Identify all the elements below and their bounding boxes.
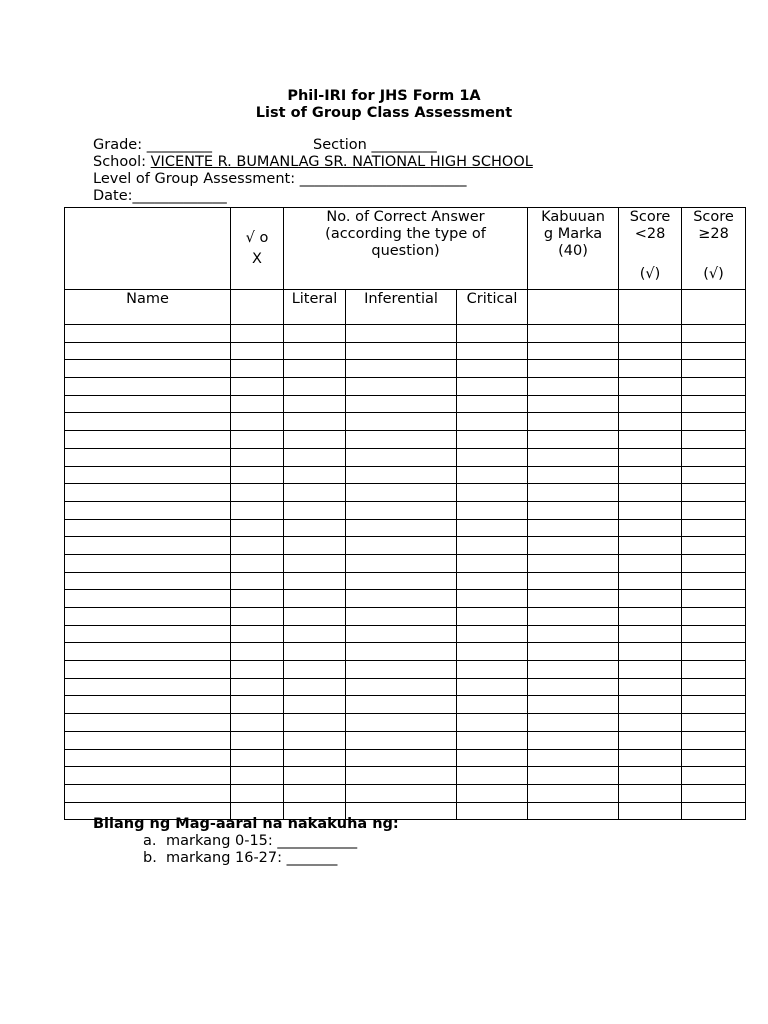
name-cell[interactable] <box>65 431 231 449</box>
inferential-cell[interactable] <box>346 784 457 802</box>
literal-cell[interactable] <box>284 590 346 608</box>
inferential-cell[interactable] <box>346 678 457 696</box>
critical-cell[interactable] <box>457 590 528 608</box>
literal-cell[interactable] <box>284 608 346 626</box>
critical-cell[interactable] <box>457 342 528 360</box>
total-cell[interactable] <box>528 342 619 360</box>
footer-item-text[interactable]: markang 0-15: ___________ <box>166 833 358 849</box>
literal-cell[interactable] <box>284 731 346 749</box>
literal-cell[interactable] <box>284 342 346 360</box>
score-above-cell[interactable] <box>682 696 746 714</box>
inferential-cell[interactable] <box>346 325 457 343</box>
critical-cell[interactable] <box>457 537 528 555</box>
score-above-cell[interactable] <box>682 484 746 502</box>
table-row <box>65 360 746 378</box>
literal-cell[interactable] <box>284 625 346 643</box>
score-below-cell[interactable] <box>619 413 682 431</box>
inferential-cell[interactable] <box>346 643 457 661</box>
literal-cell[interactable] <box>284 360 346 378</box>
inferential-cell[interactable] <box>346 749 457 767</box>
name-cell[interactable] <box>65 749 231 767</box>
score-above-cell[interactable] <box>682 678 746 696</box>
score-above-cell[interactable] <box>682 784 746 802</box>
literal-cell[interactable] <box>284 448 346 466</box>
critical-cell[interactable] <box>457 714 528 732</box>
table-header-row-1 <box>65 208 746 290</box>
inferential-cell[interactable] <box>346 590 457 608</box>
name-cell[interactable] <box>65 767 231 785</box>
critical-cell[interactable] <box>457 678 528 696</box>
mark-cell[interactable] <box>231 590 284 608</box>
score-below-cell[interactable] <box>619 784 682 802</box>
name-cell[interactable] <box>65 360 231 378</box>
table-row <box>65 714 746 732</box>
total-cell[interactable] <box>528 802 619 820</box>
critical-cell[interactable] <box>457 572 528 590</box>
critical-cell[interactable] <box>457 325 528 343</box>
footer-item-letter: b. <box>143 850 157 866</box>
assessment-table <box>64 207 746 820</box>
score-above-cell[interactable] <box>682 608 746 626</box>
total-cell[interactable] <box>528 749 619 767</box>
table-row <box>65 378 746 396</box>
score-below-cell[interactable] <box>619 395 682 413</box>
mark-cell[interactable] <box>231 360 284 378</box>
critical-cell[interactable] <box>457 731 528 749</box>
total-score-header: Kabuuang Marka (40) <box>528 208 619 290</box>
score-below-cell[interactable] <box>619 554 682 572</box>
score-above-cell[interactable] <box>682 537 746 555</box>
total-cell[interactable] <box>528 572 619 590</box>
critical-cell[interactable] <box>457 625 528 643</box>
inferential-cell[interactable] <box>346 466 457 484</box>
critical-cell[interactable] <box>457 395 528 413</box>
school-value: VICENTE R. BUMANLAG SR. NATIONAL HIGH SCHOOL <box>150 154 533 170</box>
score-below-28-header: Score <28 (√) <box>619 208 682 290</box>
score-above-cell[interactable] <box>682 325 746 343</box>
name-cell[interactable] <box>65 661 231 679</box>
literal-cell[interactable] <box>284 749 346 767</box>
table-row <box>65 537 746 555</box>
inferential-cell[interactable] <box>346 661 457 679</box>
mark-cell[interactable] <box>231 466 284 484</box>
critical-cell[interactable] <box>457 466 528 484</box>
grade-field[interactable]: Grade: _________ <box>93 137 212 153</box>
score-above-cell[interactable] <box>682 661 746 679</box>
literal-cell[interactable] <box>284 661 346 679</box>
name-cell[interactable] <box>65 484 231 502</box>
literal-cell[interactable] <box>284 431 346 449</box>
assessment-level-field[interactable]: Level of Group Assessment: _______________________ <box>93 171 467 187</box>
total-cell[interactable] <box>528 448 619 466</box>
table-row <box>65 590 746 608</box>
footer-title: Bilang ng Mag-aaral na nakakuha ng: <box>93 816 399 832</box>
check-symbol: (√) <box>639 266 661 282</box>
table-row <box>65 448 746 466</box>
table-row <box>65 519 746 537</box>
score-below-cell[interactable] <box>619 802 682 820</box>
critical-cell[interactable] <box>457 661 528 679</box>
score-above-cell[interactable] <box>682 501 746 519</box>
critical-cell[interactable] <box>457 431 528 449</box>
table-row <box>65 784 746 802</box>
score-below-cell[interactable] <box>619 360 682 378</box>
mark-cell[interactable] <box>231 784 284 802</box>
score-above-28-header: Score ≥28 (√) <box>682 208 746 290</box>
score-below-cell[interactable] <box>619 696 682 714</box>
mark-cell[interactable] <box>231 678 284 696</box>
score-below-cell[interactable] <box>619 731 682 749</box>
name-cell[interactable] <box>65 342 231 360</box>
score-above-cell[interactable] <box>682 625 746 643</box>
score-below-cell[interactable] <box>619 643 682 661</box>
table-row <box>65 678 746 696</box>
inferential-cell[interactable] <box>346 378 457 396</box>
table-row <box>65 749 746 767</box>
footer-item <box>143 833 357 850</box>
critical-cell[interactable] <box>457 360 528 378</box>
score-below-cell[interactable] <box>619 431 682 449</box>
critical-cell[interactable] <box>457 413 528 431</box>
critical-cell[interactable] <box>457 448 528 466</box>
table-row <box>65 484 746 502</box>
critical-cell[interactable] <box>457 501 528 519</box>
total-cell[interactable] <box>528 378 619 396</box>
inferential-cell[interactable] <box>346 431 457 449</box>
table-row <box>65 731 746 749</box>
name-cell[interactable] <box>65 325 231 343</box>
score-below-cell[interactable] <box>619 572 682 590</box>
name-cell[interactable] <box>65 395 231 413</box>
table-row <box>65 554 746 572</box>
total-cell[interactable] <box>528 767 619 785</box>
name-header: Name <box>65 290 231 325</box>
score-below-cell[interactable] <box>619 749 682 767</box>
mark-header: √ o X <box>231 208 284 290</box>
total-cell[interactable] <box>528 466 619 484</box>
table-row <box>65 431 746 449</box>
inferential-cell[interactable] <box>346 608 457 626</box>
total-cell[interactable] <box>528 395 619 413</box>
score-above-cell[interactable] <box>682 448 746 466</box>
footer-item <box>143 850 337 867</box>
critical-cell[interactable] <box>457 784 528 802</box>
mark-cell[interactable] <box>231 767 284 785</box>
form-subtitle: List of Group Class Assessment <box>255 105 513 121</box>
critical-cell[interactable] <box>457 767 528 785</box>
mark-cell[interactable] <box>231 484 284 502</box>
score-above-cell[interactable] <box>682 519 746 537</box>
inferential-cell[interactable] <box>346 572 457 590</box>
score-below-cell[interactable] <box>619 466 682 484</box>
name-cell[interactable] <box>65 608 231 626</box>
mark-cell[interactable] <box>231 413 284 431</box>
total-cell[interactable] <box>528 413 619 431</box>
inferential-cell[interactable] <box>346 519 457 537</box>
mark-cell[interactable] <box>231 431 284 449</box>
inferential-cell[interactable] <box>346 731 457 749</box>
table-row <box>65 767 746 785</box>
name-cell[interactable] <box>65 678 231 696</box>
literal-header: Literal <box>284 290 346 325</box>
critical-cell[interactable] <box>457 802 528 820</box>
literal-cell[interactable] <box>284 554 346 572</box>
mark-cell[interactable] <box>231 608 284 626</box>
score-below-cell[interactable] <box>619 537 682 555</box>
score-above-cell[interactable] <box>682 731 746 749</box>
name-cell[interactable] <box>65 572 231 590</box>
total-cell[interactable] <box>528 590 619 608</box>
literal-cell[interactable] <box>284 696 346 714</box>
critical-cell[interactable] <box>457 554 528 572</box>
literal-cell[interactable] <box>284 537 346 555</box>
critical-cell[interactable] <box>457 519 528 537</box>
table-row <box>65 625 746 643</box>
total-cell[interactable] <box>528 519 619 537</box>
score-below-cell[interactable] <box>619 342 682 360</box>
name-cell[interactable] <box>65 519 231 537</box>
score-above-cell[interactable] <box>682 360 746 378</box>
literal-cell[interactable] <box>284 784 346 802</box>
literal-cell[interactable] <box>284 714 346 732</box>
name-cell[interactable] <box>65 643 231 661</box>
name-cell[interactable] <box>65 590 231 608</box>
mark-cell[interactable] <box>231 661 284 679</box>
score-above-cell[interactable] <box>682 749 746 767</box>
score-below-cell[interactable] <box>619 767 682 785</box>
literal-cell[interactable] <box>284 767 346 785</box>
name-cell[interactable] <box>65 731 231 749</box>
score-below-cell[interactable] <box>619 678 682 696</box>
score-above-cell[interactable] <box>682 714 746 732</box>
inferential-cell[interactable] <box>346 554 457 572</box>
name-cell[interactable] <box>65 714 231 732</box>
mark-cell[interactable] <box>231 501 284 519</box>
score-below-cell[interactable] <box>619 501 682 519</box>
critical-cell[interactable] <box>457 696 528 714</box>
inferential-cell[interactable] <box>346 501 457 519</box>
table-row <box>65 643 746 661</box>
total-cell[interactable] <box>528 360 619 378</box>
literal-cell[interactable] <box>284 501 346 519</box>
name-cell[interactable] <box>65 537 231 555</box>
mark-cell[interactable] <box>231 749 284 767</box>
critical-cell[interactable] <box>457 749 528 767</box>
table-header-row-2 <box>65 290 746 325</box>
date-field[interactable]: Date:_____________ <box>93 188 227 204</box>
total-cell[interactable] <box>528 643 619 661</box>
literal-cell[interactable] <box>284 643 346 661</box>
literal-cell[interactable] <box>284 678 346 696</box>
literal-cell[interactable] <box>284 484 346 502</box>
name-cell[interactable] <box>65 466 231 484</box>
correct-answer-header: No. of Correct Answer (according the type of question) <box>284 208 528 290</box>
score-above-cell[interactable] <box>682 802 746 820</box>
critical-cell[interactable] <box>457 378 528 396</box>
table-row <box>65 395 746 413</box>
literal-cell[interactable] <box>284 378 346 396</box>
mark-cell[interactable] <box>231 395 284 413</box>
score-below-cell[interactable] <box>619 325 682 343</box>
score-below-cell[interactable] <box>619 590 682 608</box>
inferential-cell[interactable] <box>346 696 457 714</box>
table-row <box>65 501 746 519</box>
score-below-cell[interactable] <box>619 484 682 502</box>
header-blank-cell <box>528 290 619 325</box>
name-cell[interactable] <box>65 501 231 519</box>
name-cell[interactable] <box>65 696 231 714</box>
total-cell[interactable] <box>528 731 619 749</box>
table-row <box>65 466 746 484</box>
critical-header: Critical <box>457 290 528 325</box>
name-cell[interactable] <box>65 554 231 572</box>
mark-cell[interactable] <box>231 537 284 555</box>
inferential-cell[interactable] <box>346 767 457 785</box>
literal-cell[interactable] <box>284 413 346 431</box>
total-cell[interactable] <box>528 784 619 802</box>
table-row <box>65 696 746 714</box>
mark-cell[interactable] <box>231 572 284 590</box>
footer-item-text[interactable]: markang 16-27: _______ <box>166 850 338 866</box>
score-above-cell[interactable] <box>682 554 746 572</box>
critical-cell[interactable] <box>457 484 528 502</box>
total-cell[interactable] <box>528 608 619 626</box>
score-below-cell[interactable] <box>619 714 682 732</box>
total-cell[interactable] <box>528 678 619 696</box>
inferential-cell[interactable] <box>346 360 457 378</box>
total-cell[interactable] <box>528 714 619 732</box>
score-below-cell[interactable] <box>619 378 682 396</box>
header-blank-cell <box>65 208 231 290</box>
score-above-cell[interactable] <box>682 572 746 590</box>
score-below-cell[interactable] <box>619 608 682 626</box>
name-cell[interactable] <box>65 378 231 396</box>
total-cell[interactable] <box>528 554 619 572</box>
score-above-cell[interactable] <box>682 342 746 360</box>
inferential-cell[interactable] <box>346 395 457 413</box>
score-above-cell[interactable] <box>682 378 746 396</box>
score-above-cell[interactable] <box>682 590 746 608</box>
school-field <box>93 154 533 171</box>
inferential-header: Inferential <box>346 290 457 325</box>
mark-cell[interactable] <box>231 448 284 466</box>
total-cell[interactable] <box>528 501 619 519</box>
score-above-cell[interactable] <box>682 643 746 661</box>
literal-cell[interactable] <box>284 395 346 413</box>
inferential-cell[interactable] <box>346 413 457 431</box>
mark-cell[interactable] <box>231 643 284 661</box>
table-row <box>65 325 746 343</box>
total-cell[interactable] <box>528 431 619 449</box>
score-below-cell[interactable] <box>619 661 682 679</box>
check-symbol: (√) <box>703 266 724 282</box>
total-cell[interactable] <box>528 325 619 343</box>
table-row <box>65 572 746 590</box>
table-row <box>65 413 746 431</box>
literal-cell[interactable] <box>284 572 346 590</box>
name-cell[interactable] <box>65 784 231 802</box>
name-cell[interactable] <box>65 413 231 431</box>
school-label: School: <box>93 154 151 170</box>
total-cell[interactable] <box>528 625 619 643</box>
inferential-cell[interactable] <box>346 342 457 360</box>
mark-cell[interactable] <box>231 325 284 343</box>
score-above-cell[interactable] <box>682 431 746 449</box>
mark-cell[interactable] <box>231 731 284 749</box>
mark-cell[interactable] <box>231 519 284 537</box>
name-cell[interactable] <box>65 625 231 643</box>
total-cell[interactable] <box>528 484 619 502</box>
score-above-cell[interactable] <box>682 413 746 431</box>
header-blank-cell <box>619 290 682 325</box>
total-cell[interactable] <box>528 537 619 555</box>
inferential-cell[interactable] <box>346 537 457 555</box>
score-above-cell[interactable] <box>682 395 746 413</box>
literal-cell[interactable] <box>284 519 346 537</box>
score-above-cell[interactable] <box>682 767 746 785</box>
table-row <box>65 661 746 679</box>
score-below-cell[interactable] <box>619 519 682 537</box>
score-below-cell[interactable] <box>619 448 682 466</box>
literal-cell[interactable] <box>284 325 346 343</box>
mark-cell[interactable] <box>231 714 284 732</box>
score-above-cell[interactable] <box>682 466 746 484</box>
header-blank-cell <box>231 290 284 325</box>
mark-cell[interactable] <box>231 342 284 360</box>
literal-cell[interactable] <box>284 466 346 484</box>
mark-cell[interactable] <box>231 696 284 714</box>
total-cell[interactable] <box>528 696 619 714</box>
section-field[interactable]: Section _________ <box>313 137 437 153</box>
form-title: Phil-IRI for JHS Form 1A <box>287 88 481 104</box>
footer-item-letter: a. <box>143 833 157 849</box>
inferential-cell[interactable] <box>346 714 457 732</box>
inferential-cell[interactable] <box>346 448 457 466</box>
mark-cell[interactable] <box>231 625 284 643</box>
critical-cell[interactable] <box>457 643 528 661</box>
inferential-cell[interactable] <box>346 484 457 502</box>
inferential-cell[interactable] <box>346 625 457 643</box>
mark-cell[interactable] <box>231 554 284 572</box>
header-blank-cell <box>682 290 746 325</box>
table-row <box>65 342 746 360</box>
total-cell[interactable] <box>528 661 619 679</box>
name-cell[interactable] <box>65 448 231 466</box>
score-below-cell[interactable] <box>619 625 682 643</box>
critical-cell[interactable] <box>457 608 528 626</box>
mark-cell[interactable] <box>231 378 284 396</box>
table-row <box>65 608 746 626</box>
